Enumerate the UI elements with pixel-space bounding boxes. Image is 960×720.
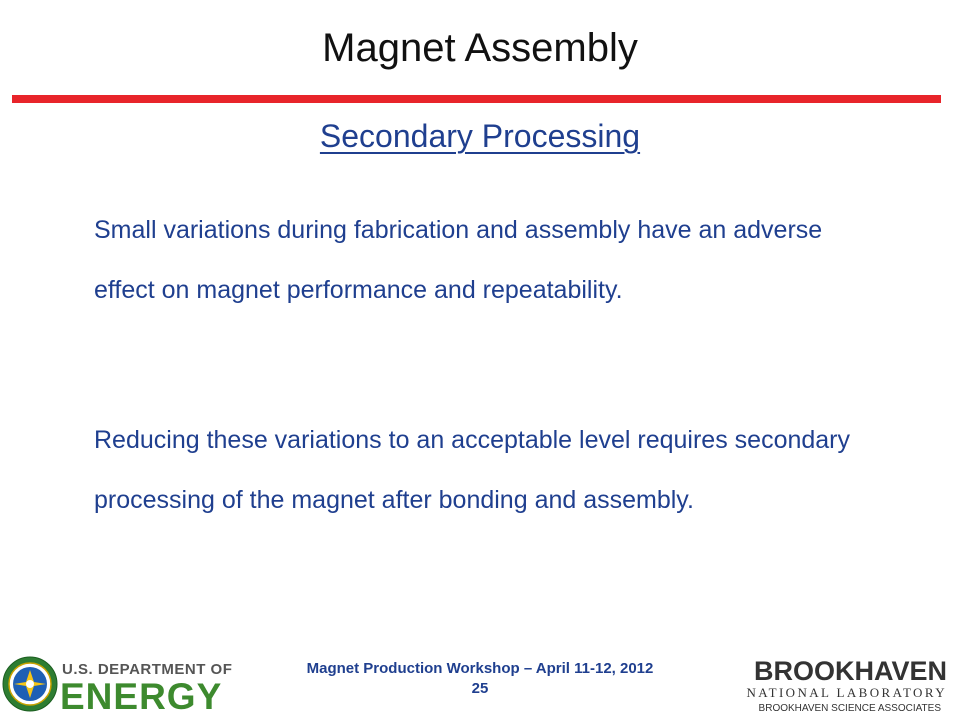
doe-logo <box>0 650 240 720</box>
page-number: 25 <box>471 680 489 697</box>
slide-title: Magnet Assembly <box>322 26 638 70</box>
bnl-logo <box>735 656 955 718</box>
body-paragraph-2: Reducing these variations to an acceptable level requires secondary processing of the magnet after bonding and assembly. <box>94 426 851 514</box>
footer-info <box>230 659 730 699</box>
footer-event: Magnet Production Workshop – April 11-12, 2012 <box>306 660 654 677</box>
bnl-name-text: BROOKHAVEN <box>753 656 947 686</box>
body-paragraph-1: Small variations during fabrication and assembly have an adverse effect on magnet performance and repeatability. <box>94 216 823 304</box>
slide-subtitle: Secondary Processing <box>319 118 641 154</box>
doe-seal-icon <box>2 656 58 712</box>
doe-energy-text: ENERGY <box>60 676 223 717</box>
title-divider <box>12 95 941 103</box>
bnl-associates-text: BROOKHAVEN SCIENCE ASSOCIATES <box>758 703 941 714</box>
doe-department-text: U.S. DEPARTMENT OF <box>62 661 233 678</box>
bnl-lab-text: NATIONAL LABORATORY <box>746 685 947 700</box>
